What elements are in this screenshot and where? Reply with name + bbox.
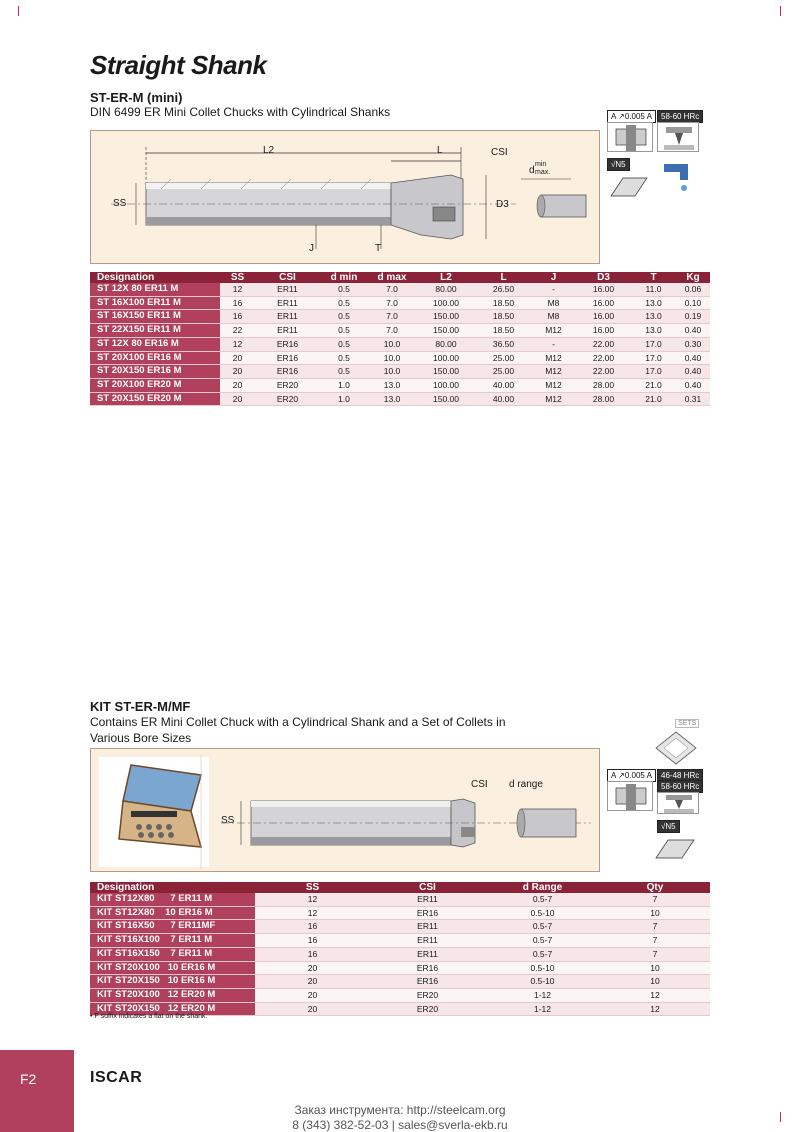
label-csi: CSI (491, 147, 508, 158)
table-cell: 10 (600, 961, 710, 975)
table-cell: ER16 (255, 365, 320, 379)
section-title-kit: KIT ST-ER-M/MF (90, 699, 191, 714)
table-cell: 16.00 (576, 296, 631, 310)
table-cell: 20 (255, 988, 370, 1002)
table-cell: 0.40 (676, 351, 710, 365)
table-cell: 7.0 (368, 310, 416, 324)
label-d3: D3 (496, 199, 509, 210)
table-cell: M12 (531, 351, 576, 365)
table-cell: 22.00 (576, 337, 631, 351)
table-cell: 1.0 (320, 392, 368, 406)
table-row (90, 378, 710, 392)
designation-cell: KIT ST16X100 7 ER11 M (90, 934, 255, 948)
footer-order-line: Заказ инструмента: http://steelcam.org (294, 1103, 506, 1117)
label-j: J (309, 243, 314, 254)
table-cell: ER16 (370, 906, 485, 920)
section-subtitle-st-er-m: DIN 6499 ER Mini Collet Chucks with Cylindrical Shanks (90, 105, 391, 119)
designation-cell: KIT ST12X80 10 ER16 M (90, 906, 255, 920)
table-cell: 40.00 (476, 392, 531, 406)
table-cell: M8 (531, 296, 576, 310)
section-title-st-er-m: ST-ER-M (mini) (90, 90, 183, 105)
column-header: d max (368, 272, 416, 283)
designation-cell: ST 20X100 ER16 M (90, 351, 220, 365)
designation-cell: KIT ST16X150 7 ER11 M (90, 947, 255, 961)
table-cell: 11.0 (631, 283, 676, 296)
table-cell: 20 (255, 975, 370, 989)
table-cell: 100.00 (416, 296, 476, 310)
table-cell: 150.00 (416, 310, 476, 324)
table-cell: 1-12 (485, 988, 600, 1002)
table-cell: 0.40 (676, 365, 710, 379)
table-cell: 10.0 (368, 337, 416, 351)
hardness-badge: 58-60 HRc (657, 110, 703, 123)
runout-badge-kit: A ↗0.005 A (607, 769, 656, 782)
column-header: J (531, 272, 576, 283)
table-cell: ER16 (370, 961, 485, 975)
hardness-badge-kit-1: 46-48 HRc (657, 769, 703, 782)
column-header: L2 (416, 272, 476, 283)
table-cell: 16 (220, 296, 255, 310)
table-cell: M12 (531, 392, 576, 406)
hardness-test-icon-kit (657, 792, 699, 814)
table-cell: 10 (600, 975, 710, 989)
table-cell: 0.06 (676, 283, 710, 296)
table-row (90, 296, 710, 310)
table-cell: M12 (531, 365, 576, 379)
table-cell: 0.5-7 (485, 920, 600, 934)
table-cell: 0.5 (320, 351, 368, 365)
table-cell: ER20 (370, 1002, 485, 1016)
label-dmax: max. (535, 169, 551, 176)
table-cell: 7.0 (368, 296, 416, 310)
table-cell: 28.00 (576, 378, 631, 392)
kit-box-photo (91, 749, 600, 872)
table-cell: 150.00 (416, 365, 476, 379)
designation-cell: ST 20X150 ER16 M (90, 365, 220, 379)
table-header-row (90, 882, 710, 893)
surface-finish-icon (607, 170, 653, 200)
table-cell: 16.00 (576, 310, 631, 324)
table-cell: 0.5-7 (485, 893, 600, 906)
table-cell: 10 (600, 906, 710, 920)
table-cell: 26.50 (476, 283, 531, 296)
table-cell: 150.00 (416, 392, 476, 406)
designation-cell: ST 12X 80 ER16 M (90, 337, 220, 351)
table-cell: M8 (531, 310, 576, 324)
table-cell: 0.5-10 (485, 906, 600, 920)
table-cell: 7 (600, 920, 710, 934)
crop-mark (18, 6, 19, 16)
table-cell: 16.00 (576, 324, 631, 338)
designation-cell: KIT ST20X100 10 ER16 M (90, 961, 255, 975)
surface-finish-badge-kit: √N5 (657, 820, 680, 833)
label-dmin: min (535, 161, 547, 168)
table-cell: 0.5 (320, 310, 368, 324)
table-cell: 0.5 (320, 296, 368, 310)
table-cell: 20 (220, 378, 255, 392)
table-cell: 17.0 (631, 351, 676, 365)
designation-cell: KIT ST20X150 12 ER20 M (90, 1002, 255, 1016)
table-cell: ER11 (255, 296, 320, 310)
table-cell: 16 (255, 947, 370, 961)
table-row (90, 947, 710, 961)
table-cell: 0.10 (676, 296, 710, 310)
table-cell: 0.5 (320, 283, 368, 296)
table-cell: ER11 (370, 934, 485, 948)
table-cell: 20 (255, 1002, 370, 1016)
column-header: D3 (576, 272, 631, 283)
table-cell: - (531, 337, 576, 351)
table-cell: 7 (600, 934, 710, 948)
table-cell: 20 (220, 351, 255, 365)
surface-finish-badge: √N5 (607, 158, 630, 171)
table-cell: 0.5 (320, 365, 368, 379)
shank-clamp-icon (607, 122, 653, 152)
label-drange: d range (509, 779, 543, 790)
label-t: T (375, 243, 382, 254)
table-cell: M12 (531, 324, 576, 338)
table-cell: 7.0 (368, 283, 416, 296)
table-row (90, 337, 710, 351)
table-cell: 0.40 (676, 378, 710, 392)
footnote: • F suffix indicates a flat on the shank. (90, 1013, 208, 1020)
column-header: Qty (600, 882, 710, 893)
surface-finish-icon-kit (652, 832, 700, 862)
table-cell: ER11 (255, 310, 320, 324)
table-cell: ER11 (370, 947, 485, 961)
table-cell: 12 (600, 1002, 710, 1016)
table-cell: 13.0 (631, 324, 676, 338)
column-header: SS (220, 272, 255, 283)
table-cell: 18.50 (476, 324, 531, 338)
designation-cell: KIT ST20X100 12 ER20 M (90, 988, 255, 1002)
table-row (90, 961, 710, 975)
table-cell: 16 (255, 934, 370, 948)
crop-mark (780, 6, 781, 16)
runout-badge: A ↗0.005 A (607, 110, 656, 123)
table-cell: ER16 (255, 337, 320, 351)
table-cell: 100.00 (416, 378, 476, 392)
page-title: Straight Shank (90, 50, 267, 80)
designation-cell: KIT ST16X50 7 ER11MF (90, 920, 255, 934)
table-cell: ER20 (255, 378, 320, 392)
table-cell: ER11 (370, 920, 485, 934)
table-cell: ER20 (370, 988, 485, 1002)
table-row (90, 324, 710, 338)
table-cell: 0.5-7 (485, 934, 600, 948)
table-cell: 20 (220, 365, 255, 379)
technical-drawing-kit (90, 748, 600, 872)
table-cell: 28.00 (576, 392, 631, 406)
table-cell: ER11 (255, 324, 320, 338)
label-l: L (437, 145, 443, 156)
table-cell: 10.0 (368, 365, 416, 379)
table-cell: 12 (600, 988, 710, 1002)
table-cell: 0.5-10 (485, 975, 600, 989)
table-cell: 0.30 (676, 337, 710, 351)
column-header: d min (320, 272, 368, 283)
table-cell: 12 (220, 337, 255, 351)
table-cell: 12 (255, 893, 370, 906)
shank-clamp-icon-kit (607, 781, 653, 811)
table-cell: 100.00 (416, 351, 476, 365)
table-cell: 13.0 (368, 378, 416, 392)
table-cell: 7 (600, 893, 710, 906)
table-row (90, 920, 710, 934)
table-cell: 20 (255, 961, 370, 975)
table-cell: 36.50 (476, 337, 531, 351)
table-cell: ER11 (255, 283, 320, 296)
table-cell: 21.0 (631, 392, 676, 406)
sets-box-icon (652, 728, 700, 766)
hardness-test-icon (657, 122, 699, 152)
table-cell: 80.00 (416, 337, 476, 351)
table-cell: 22.00 (576, 351, 631, 365)
table-cell: 16 (220, 310, 255, 324)
table-cell: M12 (531, 378, 576, 392)
sets-badge: SETS (675, 719, 699, 728)
table-cell: 12 (255, 906, 370, 920)
table-cell: 17.0 (631, 337, 676, 351)
table-header-row (90, 272, 710, 283)
table-cell: 13.0 (631, 310, 676, 324)
table-cell: 16 (255, 920, 370, 934)
column-header: SS (255, 882, 370, 893)
table-cell: 0.5-7 (485, 947, 600, 961)
table-cell: 25.00 (476, 365, 531, 379)
designation-cell: ST 20X150 ER20 M (90, 392, 220, 406)
column-header: T (631, 272, 676, 283)
section-subtitle-kit-line1: Contains ER Mini Collet Chuck with a Cylindrical Shank and a Set of Collets in (90, 715, 506, 729)
column-header: L (476, 272, 531, 283)
table-cell: 13.0 (368, 392, 416, 406)
designation-cell: ST 12X 80 ER11 M (90, 283, 220, 296)
spec-table-kit (90, 882, 710, 1016)
table-cell: 18.50 (476, 310, 531, 324)
designation-cell: ST 16X150 ER11 M (90, 310, 220, 324)
table-row (90, 934, 710, 948)
table-row (90, 906, 710, 920)
footer-contact-line: 8 (343) 382-52-03 | sales@sverla-ekb.ru (292, 1118, 508, 1132)
designation-cell: ST 20X100 ER20 M (90, 378, 220, 392)
brand-logo: ISCAR (90, 1069, 143, 1086)
spec-table-st-er-m (90, 272, 710, 406)
table-row (90, 283, 710, 296)
table-cell: 0.19 (676, 310, 710, 324)
table-cell: 10.0 (368, 351, 416, 365)
designation-cell: KIT ST12X80 7 ER11 M (90, 893, 255, 906)
column-header: CSI (255, 272, 320, 283)
coolant-tap-icon (660, 158, 696, 196)
designation-cell: ST 16X100 ER11 M (90, 296, 220, 310)
section-subtitle-kit-line2: Various Bore Sizes (90, 731, 192, 745)
table-cell: 0.5-10 (485, 961, 600, 975)
table-cell: 21.0 (631, 378, 676, 392)
table-cell: 12 (220, 283, 255, 296)
table-cell: ER11 (370, 893, 485, 906)
table-cell: 0.31 (676, 392, 710, 406)
technical-drawing-st-er-m (90, 130, 600, 264)
table-cell: - (531, 283, 576, 296)
label-d: d (529, 165, 535, 176)
table-cell: ER16 (370, 975, 485, 989)
table-cell: ER16 (255, 351, 320, 365)
hardness-badge-kit-2: 58-60 HRc (657, 780, 703, 793)
table-cell: 150.00 (416, 324, 476, 338)
table-cell: 7.0 (368, 324, 416, 338)
column-header: d Range (485, 882, 600, 893)
label-l2: L2 (263, 145, 275, 156)
designation-cell: ST 22X150 ER11 M (90, 324, 220, 338)
collet-chuck-drawing (91, 131, 600, 264)
table-cell: 22 (220, 324, 255, 338)
table-cell: 25.00 (476, 351, 531, 365)
table-cell: 1-12 (485, 1002, 600, 1016)
table-row (90, 351, 710, 365)
table-cell: 1.0 (320, 378, 368, 392)
label-csi-kit: CSI (471, 779, 488, 790)
column-header: Designation (90, 272, 220, 283)
table-cell: 0.5 (320, 337, 368, 351)
table-cell: 22.00 (576, 365, 631, 379)
table-cell: 0.5 (320, 324, 368, 338)
column-header: Designation (90, 882, 255, 893)
table-cell: ER20 (255, 392, 320, 406)
table-cell: 7 (600, 947, 710, 961)
designation-cell: KIT ST20X150 10 ER16 M (90, 975, 255, 989)
table-cell: 0.40 (676, 324, 710, 338)
table-row (90, 893, 710, 906)
table-cell: 16.00 (576, 283, 631, 296)
page-number: F2 (20, 1071, 37, 1087)
column-header: CSI (370, 882, 485, 893)
table-cell: 17.0 (631, 365, 676, 379)
column-header: Kg (676, 272, 710, 283)
table-cell: 40.00 (476, 378, 531, 392)
table-row (90, 975, 710, 989)
table-cell: 20 (220, 392, 255, 406)
table-row (90, 988, 710, 1002)
table-row (90, 365, 710, 379)
table-cell: 18.50 (476, 296, 531, 310)
table-row (90, 310, 710, 324)
label-ss-kit: SS (221, 815, 235, 826)
label-ss: SS (113, 198, 127, 209)
table-row (90, 392, 710, 406)
table-cell: 80.00 (416, 283, 476, 296)
table-cell: 13.0 (631, 296, 676, 310)
